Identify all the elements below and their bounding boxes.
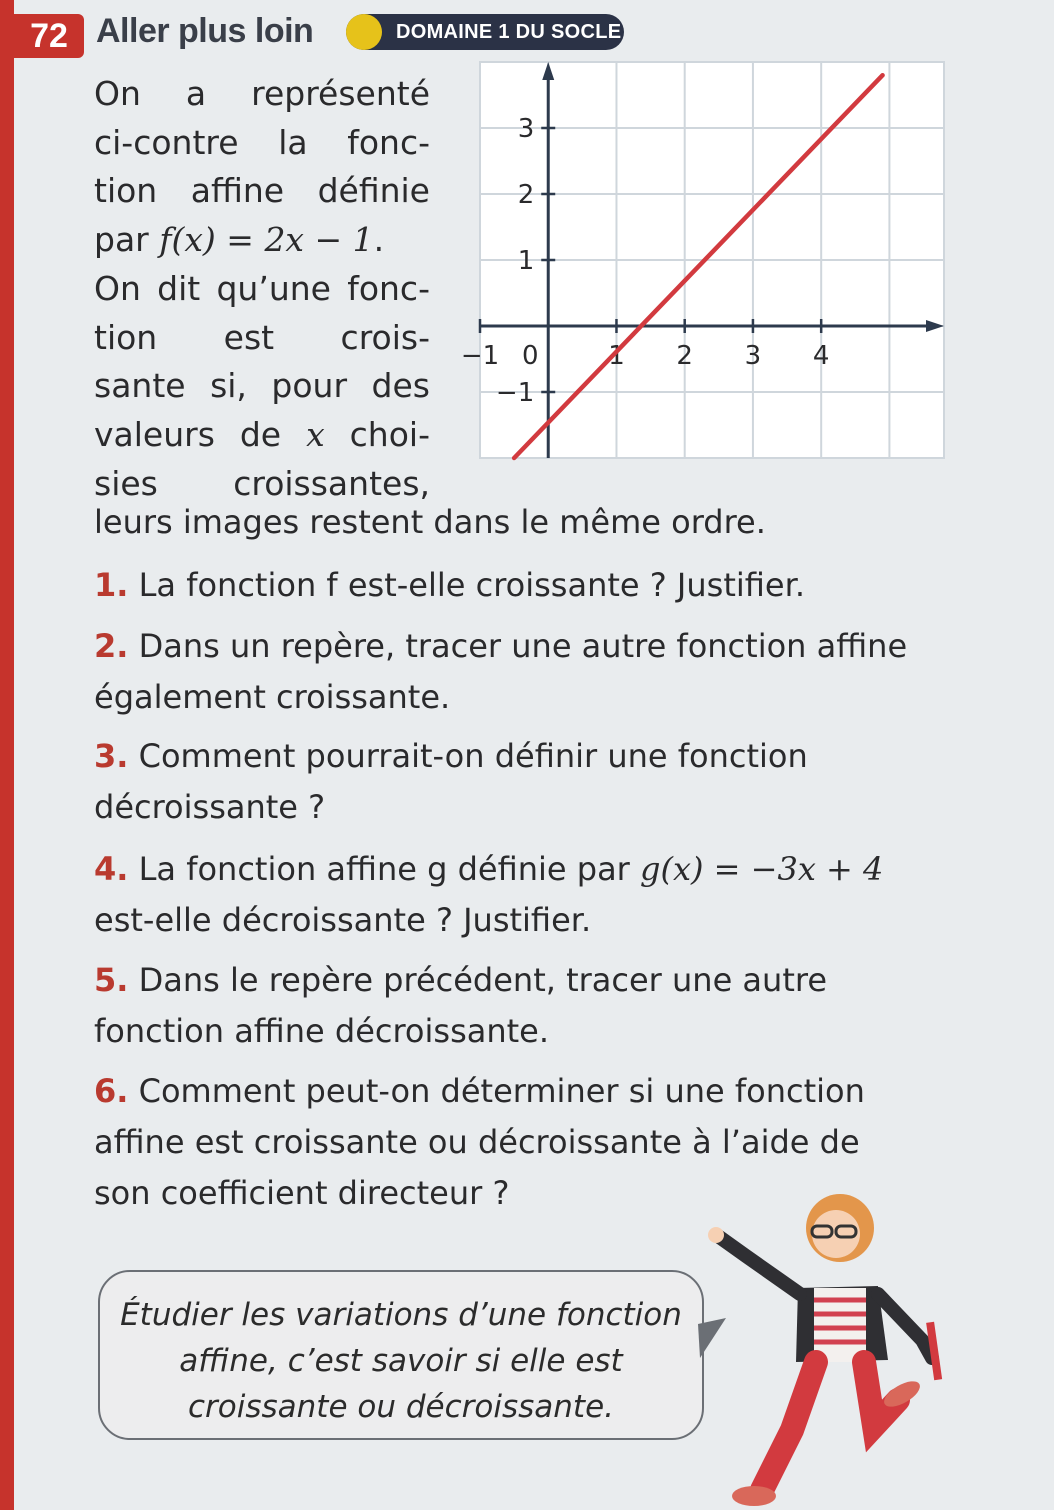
domain-badge-label: DOMAINE 1 DU SOCLE xyxy=(396,21,622,43)
y-tick-label: −1 xyxy=(495,378,535,408)
exercise-number: 72 xyxy=(14,14,84,58)
function-graph xyxy=(460,60,948,460)
g-formula: g(x) = −3x + 4 xyxy=(640,850,884,888)
question-4: 4. La fonction affine g définie par g(x) = −3x + 4 est-elle décroissante ? Justifier. xyxy=(94,850,884,939)
question-5: 5. Dans le repère précédent, tracer une autre fonction affine décroissante. xyxy=(94,961,827,1050)
x-tick-label: 3 xyxy=(744,341,762,371)
question-1: 1. La fonction f est-elle croissante ? Justifier. xyxy=(94,566,805,604)
question-2: 2. Dans un repère, tracer une autre fonction affine également croissante. xyxy=(94,627,908,716)
domain-badge xyxy=(346,14,624,50)
speech-bubble xyxy=(98,1270,704,1440)
intro-definition: par f(x) = 2x − 1. xyxy=(94,220,385,260)
intro-line: ci-contre la fonc- xyxy=(94,122,430,162)
x-tick-label: 2 xyxy=(676,341,693,371)
y-tick-label: 1 xyxy=(517,246,535,276)
x-tick-label: −1 xyxy=(460,341,500,371)
question-6: 6. Comment peut-on déterminer si une fonction affine est croissante ou décroissante à l’aide de son coefficient directeur ? xyxy=(94,1072,865,1212)
bubble-text: Étudier les variations d’une fonction affine, c’est savoir si elle est croissante ou décroissante. xyxy=(120,1297,682,1425)
intro-line: On dit qu’une fonc- xyxy=(94,268,430,308)
function-formula: f(x) = 2x − 1 xyxy=(159,220,374,260)
y-tick-label: 3 xyxy=(517,114,535,144)
intro-line: On a représenté xyxy=(94,74,430,113)
badge-dot-icon xyxy=(346,14,382,50)
intro-line: sante si, pour des xyxy=(94,366,430,406)
intro-line: tion affine définie xyxy=(94,171,430,211)
intro-continuation: leurs images restent dans le même ordre. xyxy=(94,503,766,541)
intro-line: valeurs de x choi- xyxy=(94,414,430,454)
y-tick-label: 2 xyxy=(517,180,535,210)
intro-line: sies croissantes, xyxy=(94,463,430,503)
x-tick-label: 4 xyxy=(812,341,830,371)
exercise-title: Aller plus loin xyxy=(96,12,314,50)
intro-line: tion est crois- xyxy=(94,317,430,357)
student-illustration xyxy=(700,1190,960,1510)
intro-text xyxy=(94,70,430,508)
question-3: 3. Comment pourrait-on définir une fonction décroissante ? xyxy=(94,737,808,826)
x-tick-label: 1 xyxy=(608,341,625,371)
x-tick-label: 0 xyxy=(521,341,539,371)
margin-bar xyxy=(0,0,14,1510)
